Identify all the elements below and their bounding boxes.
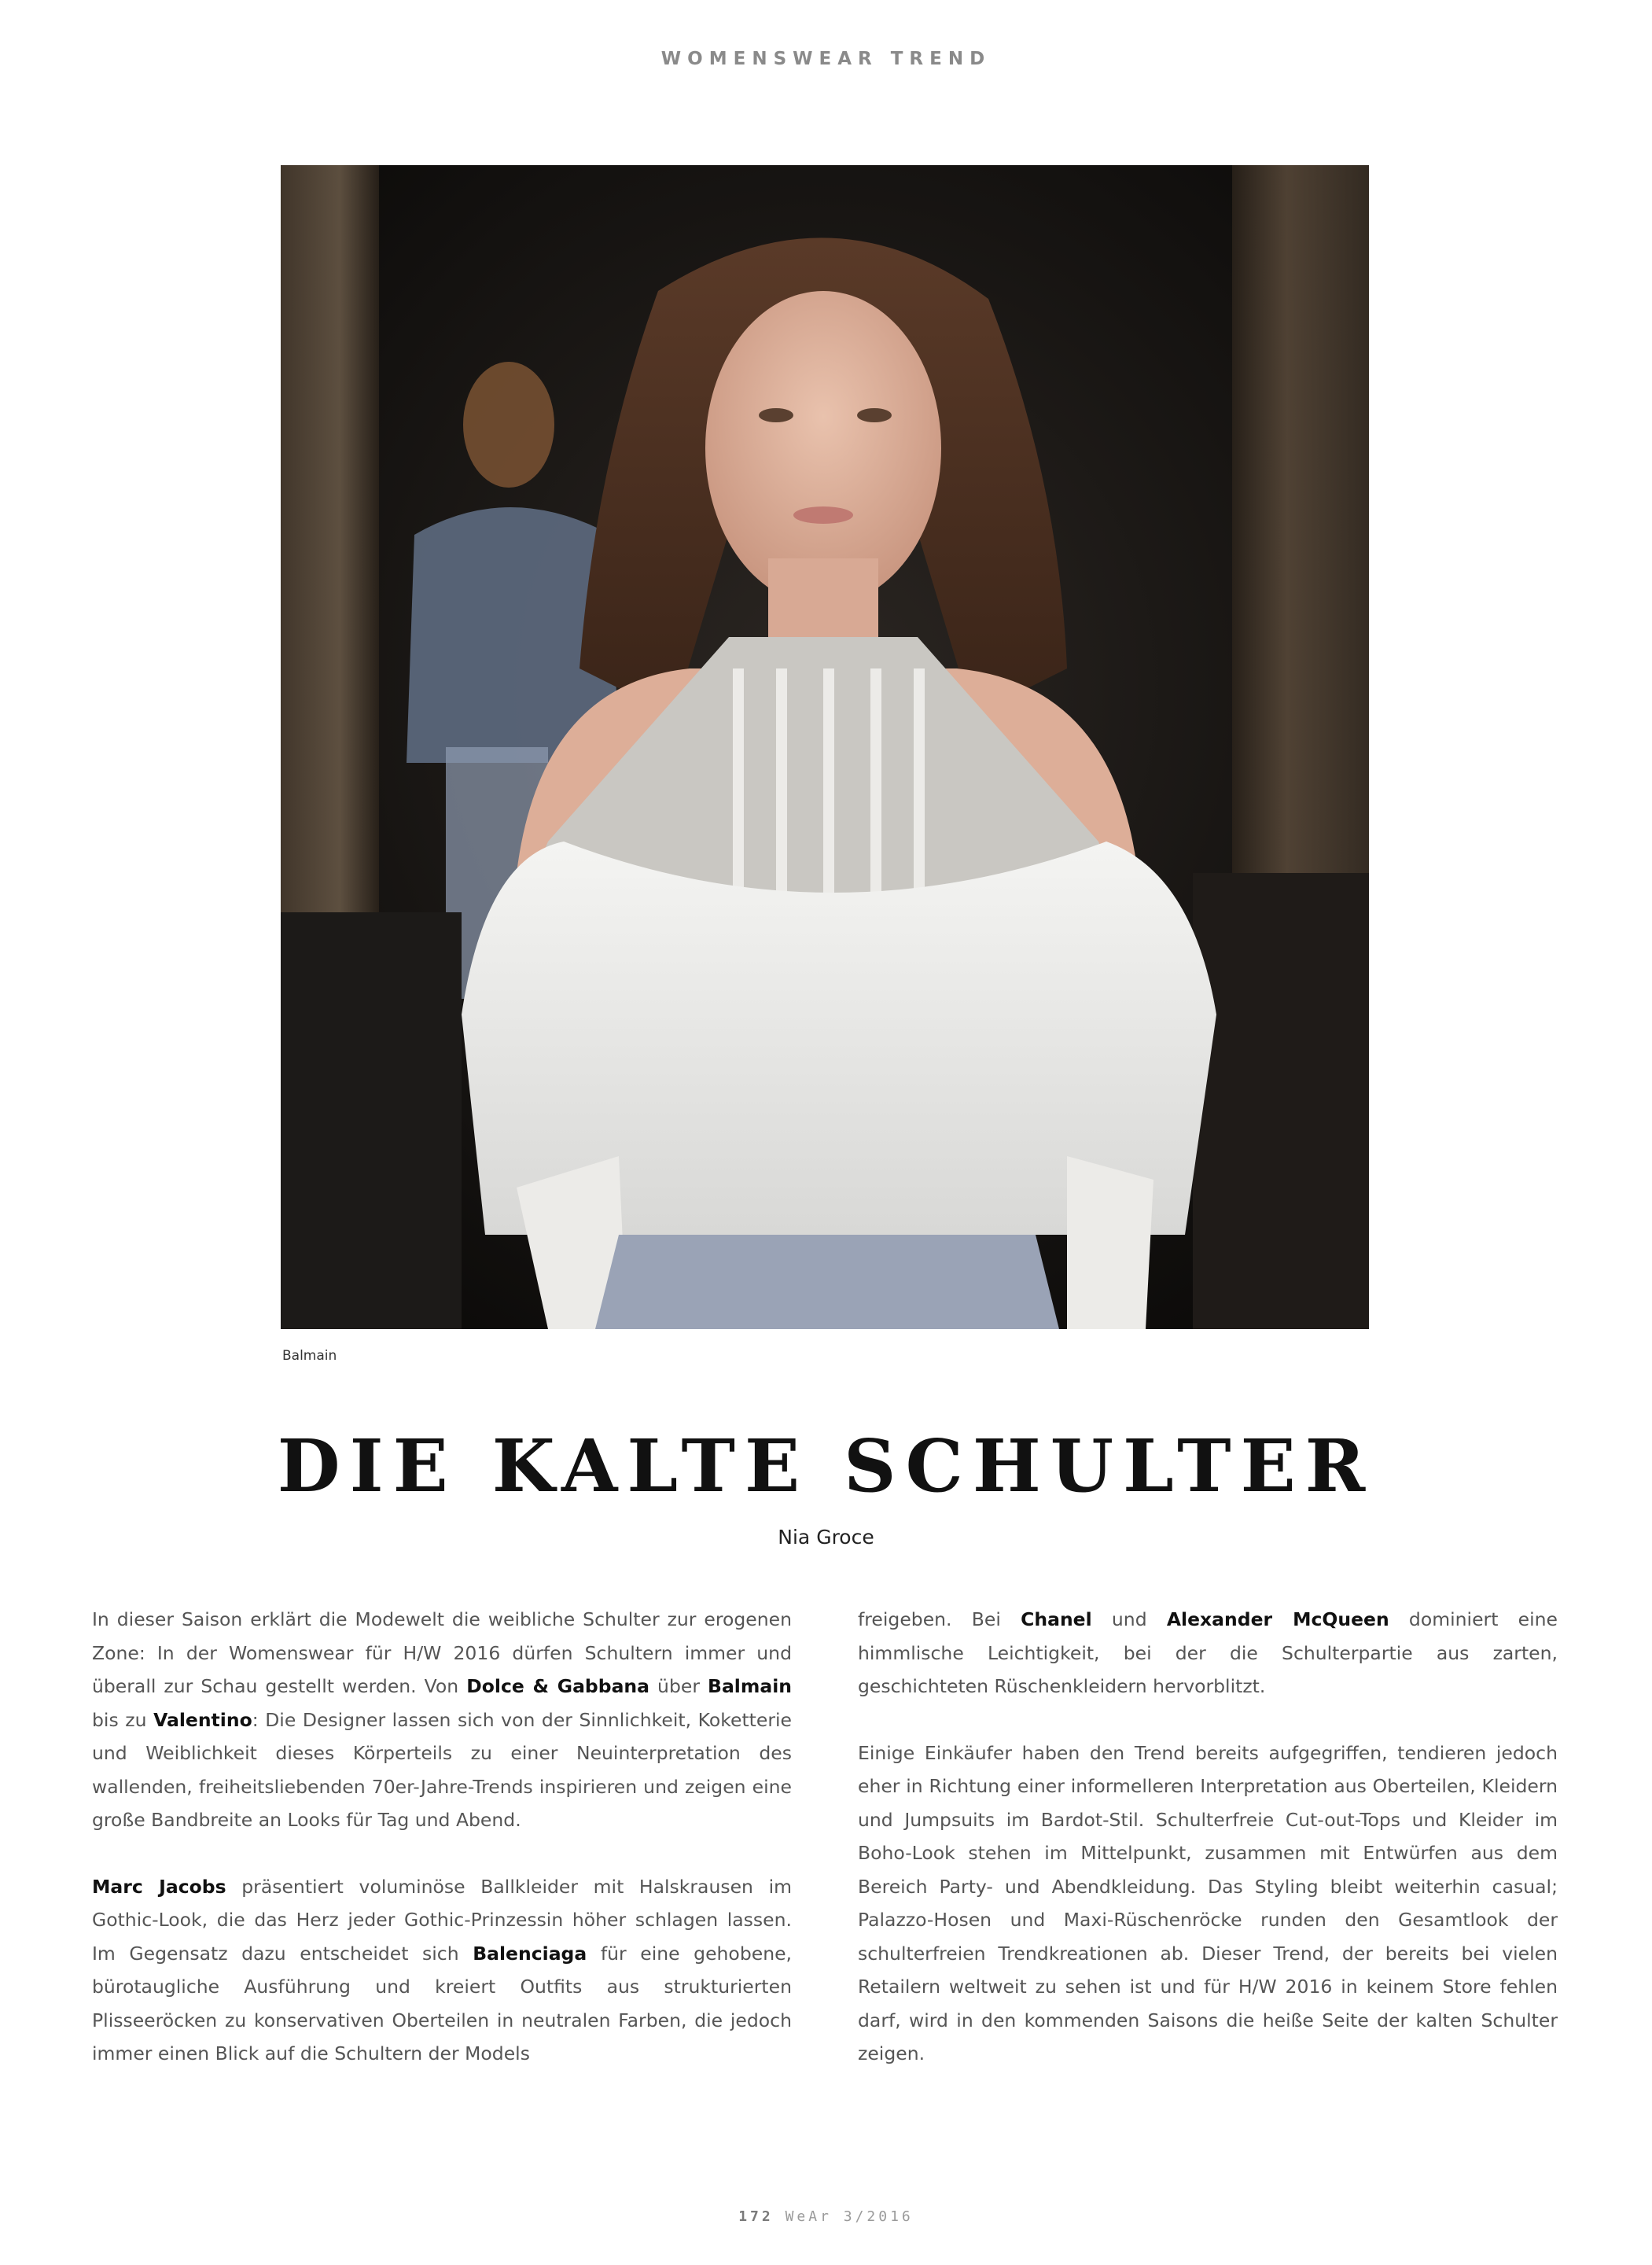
article-byline: Nia Groce — [778, 1526, 874, 1549]
paragraph-text: Einige Einkäufer haben den Trend bereits aufgegriffen, tendieren jedoch eher in Richtung einer informelleren Interpretation aus Oberteilen, Kleidern und Jumpsuits im Bardot-Stil. Schulterfreie Cut-out-Tops und Kleider im Boho-Look stehen im Mittelpunkt, zusammen mit Entwürfen aus dem Bereich Party- und Abendkleidung. Das Styling bleibt weiterhin casual; Palazzo-Hosen und Maxi-Rüschenröcke runden den Gesamtlook der schulterfreien Trendkreationen ab. Dieser Trend, der bereits bei vielen Retailern weltweit zu sehen ist und für H/W 2016 in keinem Store fehlen darf, wird in den kommenden Saisons die heiße Seite der kalten Schulter zeigen. — [858, 1741, 1558, 2064]
page-footer — [0, 2208, 1652, 2225]
issue-label: WeAr 3/2016 — [785, 2208, 914, 2225]
paragraph-text: für eine gehobene, bürotaugliche Ausführung und kreiert Outfits aus strukturierten Plisseeröcken zu konservativen Oberteilen in neutralen Farben, die jedoch immer einen Blick auf die Schultern der Models — [92, 1942, 793, 2064]
paragraph — [858, 1603, 1558, 1703]
body-column-right — [858, 1603, 1558, 2104]
designer-name: Balenciaga — [473, 1942, 587, 1965]
paragraph — [92, 1870, 792, 2071]
runway-photo-illustration — [281, 165, 1369, 1329]
designer-name: Chanel — [1021, 1608, 1092, 1630]
paragraph-text: : Die Designer lassen sich von der Sinnlichkeit, Koketterie und Weiblichkeit dieses Körperteils zu einer Neuinterpretation des wallenden, freiheitsliebenden 70er-Jahre-Trends inspirieren und zeigen eine große Bandbreite an Looks für Tag und Abend. — [92, 1708, 792, 1831]
photo-caption: Balmain — [282, 1348, 337, 1364]
designer-name: Dolce & Gabbana — [466, 1675, 650, 1697]
designer-name: Marc Jacobs — [92, 1875, 226, 1898]
paragraph-text: präsentiert voluminöse Ballkleider mit Halskrausen im Gothic-Look, die das Herz jeder Gothic-Prinzessin höher schlagen lassen. Im Gegensatz dazu entscheidet sich — [92, 1875, 792, 1965]
article-headline: DIE KALTE SCHULTER — [277, 1423, 1375, 1508]
page-number: 172 — [738, 2208, 774, 2225]
paragraph-text: In dieser Saison erklärt die Modewelt die weibliche Schulter zur erogenen Zone: In der Womenswear für H/W 2016 dürfen Schultern immer und überall zur Schau gestellt werden. Von — [92, 1608, 792, 1697]
runway-photo — [281, 165, 1369, 1329]
section-label: WOMENSWEAR TREND — [660, 49, 992, 69]
paragraph-text: und — [1091, 1608, 1167, 1630]
paragraph-text: über — [649, 1675, 708, 1697]
paragraph-text: bis zu — [92, 1708, 154, 1731]
designer-name: Alexander McQueen — [1166, 1608, 1389, 1630]
paragraph — [92, 1603, 792, 1837]
paragraph-text: dominiert eine himmlische Leichtigkeit, bei der die Schulterpartie aus zarten, geschichteten Rüschenkleidern hervorblitzt. — [858, 1608, 1558, 1697]
paragraph-text: freigeben. Bei — [858, 1608, 1021, 1630]
designer-name: Valentino — [153, 1708, 252, 1731]
designer-name: Balmain — [708, 1675, 792, 1697]
body-column-left — [92, 1603, 792, 2104]
paragraph — [858, 1736, 1558, 2071]
